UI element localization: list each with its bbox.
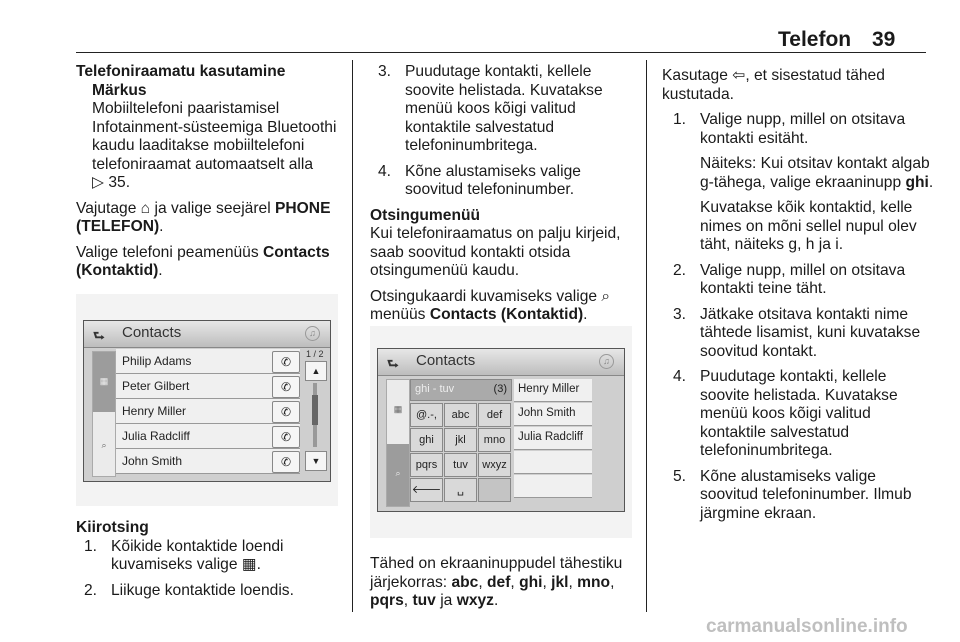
watermark: carmanualsonline.info bbox=[706, 616, 908, 637]
scroll-down-button[interactable]: ▼ bbox=[305, 451, 327, 471]
step-text: Näiteks: Kui otsitav kontakt algab bbox=[700, 155, 930, 172]
step-number: 1. bbox=[84, 537, 98, 555]
step-text: menüü koos kõigi valitud bbox=[405, 100, 576, 117]
screen-title-bar bbox=[84, 321, 330, 348]
column-3 bbox=[662, 67, 934, 523]
step-text: kontaktile salvestatud bbox=[405, 118, 555, 136]
key-mno[interactable]: mno bbox=[478, 428, 511, 452]
text: ja bbox=[440, 592, 453, 609]
result-name: Julia Radcliff bbox=[518, 431, 583, 443]
search-icon[interactable]: ⌕ bbox=[101, 440, 107, 450]
page-ref-arrow-icon: ▷ bbox=[92, 174, 104, 191]
contacts-screen bbox=[83, 320, 331, 482]
column-1-lower bbox=[76, 519, 346, 600]
step-text: Valige nupp, millel on otsitava bbox=[700, 111, 906, 128]
step-text: telefoninumbritega. bbox=[405, 137, 538, 154]
step-text: Kuvatakse kõik kontaktid, kelle bbox=[700, 199, 913, 216]
note-line: telefoniraamat automaatselt alla bbox=[92, 155, 314, 173]
key-wxyz[interactable]: wxyz bbox=[478, 453, 511, 477]
scrollbar-thumb[interactable] bbox=[312, 395, 318, 425]
note-title: Märkus bbox=[92, 81, 147, 99]
text: Valige telefoni peamenüüs bbox=[76, 243, 259, 261]
scroll-up-button[interactable]: ▲ bbox=[305, 361, 327, 381]
text: Vajutage bbox=[76, 199, 137, 217]
search-field[interactable] bbox=[410, 379, 512, 401]
step-text: Kõikide kontaktide loendi bbox=[111, 537, 284, 555]
step-number: 3. bbox=[673, 305, 687, 323]
result-name: Henry Miller bbox=[518, 383, 580, 395]
step-1: 1. Kõikide kontaktide loendi kuvamiseks valige ▦. bbox=[84, 538, 346, 575]
contacts-list-icon: ▦ bbox=[241, 556, 257, 573]
step-text: kontaktile salvestatud bbox=[700, 423, 850, 441]
call-icon[interactable]: ✆ bbox=[272, 426, 300, 448]
letter-group: def bbox=[487, 573, 511, 591]
step-text: Jätkake otsitava kontakti nime bbox=[700, 305, 909, 323]
paragraph-line: menüüs bbox=[370, 306, 426, 323]
step-text: Liikuge kontaktide loendis. bbox=[111, 581, 294, 599]
back-icon[interactable]: ⮑ bbox=[387, 356, 399, 371]
text: ja valige seejärel bbox=[154, 199, 271, 217]
step-text: telefoninumbritega. bbox=[700, 442, 833, 459]
step-text: kontakti esitäht. bbox=[700, 129, 809, 147]
step-text: Kõne alustamiseks valige bbox=[700, 467, 876, 485]
search-screenshot bbox=[370, 326, 632, 538]
page-indicator: 1 / 2 bbox=[306, 349, 324, 359]
letter-group: abc bbox=[451, 573, 479, 591]
step-text: menüü koos kõigi valitud bbox=[700, 405, 871, 422]
step-number: 3. bbox=[378, 63, 392, 80]
sidebar bbox=[92, 351, 116, 477]
step-text: täht, näiteks g, h ja i. bbox=[700, 236, 844, 253]
step-3 bbox=[673, 306, 934, 362]
note-line: Mobiiltelefoni paaristamisel bbox=[92, 100, 280, 117]
text: kustutada. bbox=[662, 85, 734, 103]
contact-name: Julia Radcliff bbox=[122, 429, 190, 443]
step-text: soovite helistada. Kuvatakse bbox=[405, 81, 603, 99]
step-text: soovitud telefoninumber. bbox=[405, 181, 575, 198]
call-icon[interactable]: ✆ bbox=[272, 401, 300, 423]
letter-group: wxyz bbox=[456, 592, 494, 609]
search-text: ghi - tuv bbox=[415, 383, 455, 395]
contact-name: John Smith bbox=[122, 454, 183, 468]
step-text: Valige nupp, millel on otsitava bbox=[700, 261, 906, 279]
letter-group: mno bbox=[577, 573, 611, 591]
screen-title: Contacts bbox=[416, 352, 476, 369]
text: , et sisestatud tähed bbox=[745, 67, 885, 84]
letter-group: tuv bbox=[412, 592, 436, 609]
note-line: Infotainment-süsteemiga Bluetoothi bbox=[92, 118, 337, 136]
contacts-list-icon: ▦ bbox=[99, 376, 109, 386]
section-heading: Telefoniraamatu kasutamine bbox=[76, 63, 286, 80]
text: Kasutage bbox=[662, 67, 728, 84]
result-row[interactable] bbox=[514, 427, 592, 450]
search-icon: ⌕ bbox=[601, 287, 611, 305]
music-icon[interactable]: ♫ bbox=[599, 354, 614, 369]
section-heading: Otsingumenüü bbox=[370, 206, 481, 224]
result-row-empty bbox=[514, 451, 592, 474]
call-icon[interactable]: ✆ bbox=[272, 376, 300, 398]
step-2 bbox=[673, 262, 934, 299]
music-icon[interactable]: ♫ bbox=[305, 326, 320, 341]
paragraph-line: järjekorras: bbox=[370, 573, 448, 591]
screen-title: Contacts bbox=[122, 324, 182, 341]
home-icon: ⌂ bbox=[140, 199, 151, 217]
paragraph-line: otsingumenüü kaudu. bbox=[370, 262, 520, 279]
contacts-screenshot bbox=[76, 294, 338, 506]
step-text: Puudutage kontakti, kellele bbox=[700, 368, 887, 385]
key-def[interactable]: def bbox=[478, 403, 511, 427]
search-screen bbox=[377, 348, 625, 512]
sidebar-search-tab[interactable] bbox=[387, 444, 409, 506]
step-text: kuvamiseks valige bbox=[111, 556, 238, 573]
step-2 bbox=[84, 582, 346, 601]
sidebar-contacts-tab[interactable] bbox=[93, 352, 115, 412]
bold-term: PHONE bbox=[275, 199, 331, 217]
step-5 bbox=[673, 468, 934, 524]
note-box bbox=[76, 82, 346, 193]
letter-group: jkl bbox=[551, 573, 569, 591]
note-ref: 35. bbox=[108, 174, 131, 191]
result-row-empty bbox=[514, 475, 592, 498]
result-row[interactable] bbox=[514, 403, 592, 426]
result-row[interactable] bbox=[514, 379, 592, 402]
step-text: järgmine ekraan. bbox=[700, 504, 817, 522]
empty-key bbox=[478, 478, 511, 502]
space-key-icon[interactable]: ␣ bbox=[444, 478, 477, 502]
step-text: soovite helistada. Kuvatakse bbox=[700, 386, 898, 404]
key-symbols[interactable]: @.-, bbox=[410, 403, 443, 427]
step-number: 4. bbox=[673, 368, 687, 385]
section-heading: Kiirotsing bbox=[76, 519, 149, 536]
paragraph-line: Tähed on ekraaninuppudel tähestiku bbox=[370, 555, 623, 572]
key-ghi[interactable]: ghi bbox=[410, 428, 443, 452]
contact-name: Philip Adams bbox=[122, 354, 192, 368]
letter-group: ghi bbox=[519, 573, 543, 591]
step-text: kontakti teine täht. bbox=[700, 280, 827, 297]
key-pqrs[interactable]: pqrs bbox=[410, 453, 443, 477]
step-text: Kõne alustamiseks valige bbox=[405, 162, 581, 180]
step-text: soovitud telefoninumber. Ilmub bbox=[700, 486, 912, 503]
back-icon[interactable]: ⮑ bbox=[93, 328, 105, 343]
step-4 bbox=[378, 163, 642, 200]
contact-name: Henry Miller bbox=[122, 404, 187, 418]
step-number: 2. bbox=[84, 581, 98, 599]
page-header-title: Telefon bbox=[778, 28, 852, 51]
paragraph-line: Kui telefoniraamatus on palju kirjeid, bbox=[370, 225, 621, 242]
step-4 bbox=[673, 368, 934, 461]
key-tuv[interactable]: tuv bbox=[444, 453, 477, 477]
page-number: 39 bbox=[872, 28, 896, 51]
paragraph-line: Otsingukaardi kuvamiseks valige bbox=[370, 287, 598, 305]
backspace-icon[interactable]: 🡐 bbox=[410, 478, 443, 502]
step-number: 2. bbox=[673, 261, 687, 279]
sidebar bbox=[386, 379, 410, 507]
column-2-lower: Tähed on ekraaninuppudel tähestiku järjekorras: abc, def, ghi, jkl, mno, pqrs, tuv ja wxyz. bbox=[370, 555, 642, 611]
step-1: 1. Valige nupp, millel on otsitava kontakti esitäht. Näiteks: Kui otsitav kontakt algab g-tähega, valige ekraaninupp ghi. Kuvatakse kõik kontaktid, kelle nimes on mõni sellel nupul olev täht, näiteks g, h ja i. bbox=[673, 111, 934, 253]
bold-term: Contacts (Kontaktid) bbox=[429, 306, 584, 323]
bold-term: (Kontaktid) bbox=[76, 262, 159, 279]
call-icon[interactable]: ✆ bbox=[272, 351, 300, 373]
call-icon[interactable]: ✆ bbox=[272, 451, 300, 473]
step-number: 4. bbox=[378, 162, 392, 180]
letter-group: pqrs bbox=[370, 592, 404, 609]
column-2: 3. Puudutage kontakti, kellele soovite helistada. Kuvatakse menüü koos kõigi valitud kontaktile salvestatud telefoninumbritega. 4. Kõne alustamiseks valige soovitud telefoninumber. Otsingumenüü Kui telefoniraamatus on palju kirjeid, saab soovitud kontakti otsida otsingumenüü kaudu. Otsingukaardi kuvamiseks valige ⌕ menüüs Contacts (Kontaktid). bbox=[370, 63, 642, 325]
step-text: tähtede lisamist, kuni kuvatakse bbox=[700, 324, 921, 341]
step-text: g-tähega, valige ekraaninupp bbox=[700, 173, 902, 191]
key-abc[interactable]: abc bbox=[444, 403, 477, 427]
step-text: nimes on mõni sellel nupul olev bbox=[700, 217, 917, 235]
column-divider-1 bbox=[352, 60, 353, 612]
step-number: 5. bbox=[673, 467, 687, 485]
step-3 bbox=[378, 63, 642, 156]
step-text: Puudutage kontakti, kellele bbox=[405, 63, 592, 80]
step-text: soovitud kontakt. bbox=[700, 342, 818, 360]
result-count: (3) bbox=[493, 383, 507, 395]
contacts-list-icon[interactable]: ▦ bbox=[393, 404, 403, 414]
contact-name: Peter Gilbert bbox=[122, 379, 190, 393]
step-number: 1. bbox=[673, 111, 687, 128]
backspace-icon: ⇦ bbox=[732, 67, 746, 84]
screen-title-bar bbox=[378, 349, 624, 376]
header-rule bbox=[76, 52, 926, 53]
paragraph-line: saab soovitud kontakti otsida bbox=[370, 243, 571, 261]
note-line: kaudu laaditakse mobiiltelefoni bbox=[92, 137, 305, 154]
result-name: John Smith bbox=[518, 407, 576, 419]
bold-term: Contacts bbox=[262, 243, 330, 261]
bold-term: (TELEFON) bbox=[76, 218, 160, 235]
column-divider-2 bbox=[646, 60, 647, 612]
bold-term: ghi bbox=[905, 173, 929, 191]
search-icon: ⌕ bbox=[395, 468, 401, 478]
column-1: Telefoniraamatu kasutamine Märkus Mobiiltelefoni paaristamisel Infotainment-süsteemiga Bluetoothi kaudu laaditakse mobiiltelefoni telefoniraamat automaatselt alla ▷ 35. Vajutage ⌂ ja valige seejärel PHONE (TELEFON). Valige telefoni peamenüüs Contacts (Kontaktid). bbox=[76, 63, 346, 281]
key-jkl[interactable]: jkl bbox=[444, 428, 477, 452]
